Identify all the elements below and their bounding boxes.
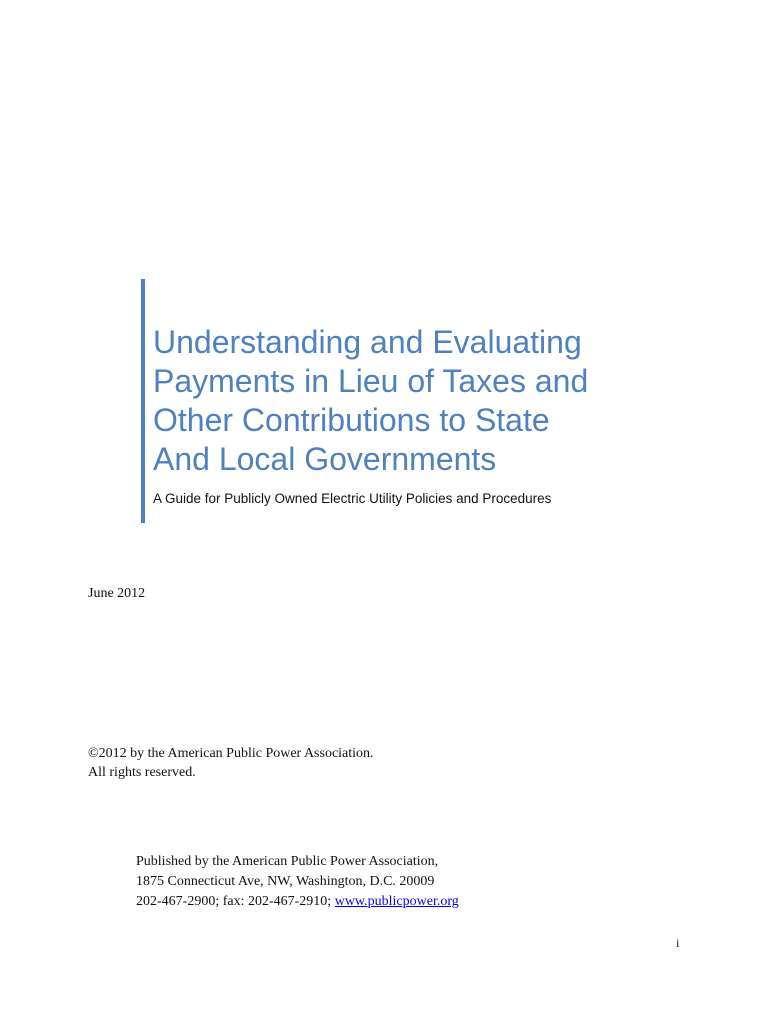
copyright-notice [88, 744, 374, 782]
document-title [153, 323, 653, 479]
page-number: i [676, 936, 680, 950]
copyright-line: ©2012 by the American Public Power Association. [88, 746, 374, 761]
title-line: Understanding and Evaluating [153, 324, 582, 360]
address-line: 1875 Connecticut Ave, NW, Washington, D.C. 20009 [136, 874, 435, 889]
title-line: Payments in Lieu of Taxes and [153, 363, 589, 399]
publisher-line: Published by the American Public Power Association, [136, 854, 439, 869]
contact-line [136, 892, 459, 912]
website-link[interactable]: www.publicpower.org [334, 894, 459, 909]
publication-date: June 2012 [88, 586, 146, 601]
document-subtitle: A Guide for Publicly Owned Electric Utility Policies and Procedures [153, 491, 552, 506]
phone-fax: 202-467-2900; fax: 202-467-2910; [136, 894, 335, 909]
title-line: And Local Governments [153, 441, 497, 477]
rights-line: All rights reserved. [88, 765, 196, 780]
title-line: Other Contributions to State [153, 402, 550, 438]
title-block [141, 279, 661, 523]
publisher-info [136, 852, 459, 912]
